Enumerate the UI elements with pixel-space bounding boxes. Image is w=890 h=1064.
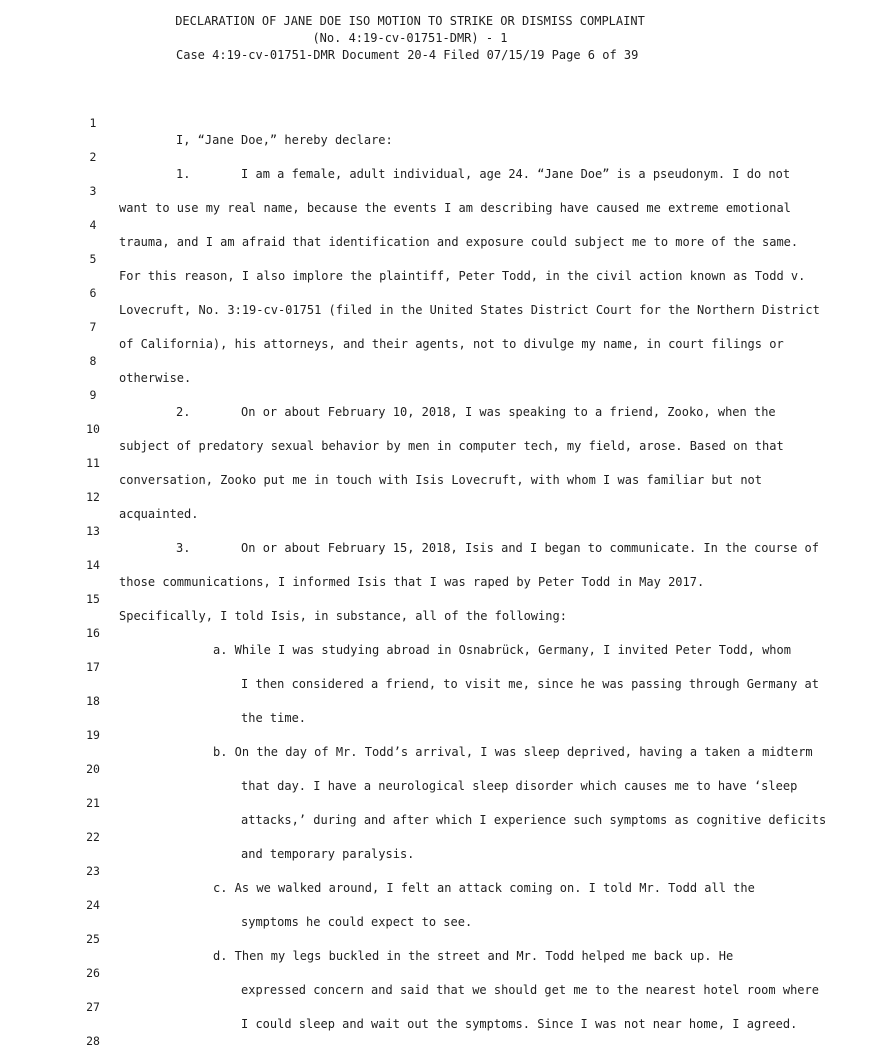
paragraph-3-line: those communications, I informed Isis that I was raped by Peter Todd in May 2017. <box>119 575 705 589</box>
line-number: 14 <box>86 558 100 572</box>
paragraph-2-line: acquainted. <box>119 507 199 521</box>
line-number: 1 <box>89 116 97 130</box>
line-number: 10 <box>86 422 100 436</box>
subparagraph-d-line: d. Then my legs buckled in the street and Mr. Todd helped me back up. He <box>213 949 734 963</box>
line-number: 21 <box>86 796 100 810</box>
line-number: 3 <box>89 184 97 198</box>
paragraph-1-line: For this reason, I also implore the plaintiff, Peter Todd, in the civil action known as Todd v. <box>119 269 806 283</box>
paragraph-1-line: trauma, and I am afraid that identification and exposure could subject me to more of the same. <box>119 235 799 249</box>
subparagraph-a-line: a. While I was studying abroad in Osnabrück, Germany, I invited Peter Todd, whom <box>213 643 791 657</box>
paragraph-1-line: want to use my real name, because the events I am describing have caused me extreme emotional <box>119 201 791 215</box>
case-filing-info: Case 4:19-cv-01751-DMR Document 20-4 Filed 07/15/19 Page 6 of 39 <box>176 48 639 62</box>
line-number: 22 <box>86 830 100 844</box>
paragraph-2-line: 2. On or about February 10, 2018, I was speaking to a friend, Zooko, when the <box>176 405 776 419</box>
line-number: 20 <box>86 762 100 776</box>
line-number: 4 <box>89 218 97 232</box>
subparagraph-b-line: that day. I have a neurological sleep disorder which causes me to have ‘sleep <box>241 779 798 793</box>
subparagraph-d-line: I could sleep and wait out the symptoms. Since I was not near home, I agreed. <box>241 1017 798 1031</box>
paragraph-2-line: conversation, Zooko put me in touch with Isis Lovecruft, with whom I was familiar but not <box>119 473 762 487</box>
subparagraph-b-line: and temporary paralysis. <box>241 847 415 861</box>
paragraph-2-line: subject of predatory sexual behavior by men in computer tech, my field, arose. Based on that <box>119 439 784 453</box>
line-number: 26 <box>86 966 100 980</box>
line-number: 15 <box>86 592 100 606</box>
declaration-intro: I, “Jane Doe,” hereby declare: <box>176 133 393 147</box>
paragraph-1-line: of California), his attorneys, and their agents, not to divulge my name, in court filings or <box>119 337 784 351</box>
line-number: 8 <box>89 354 97 368</box>
line-number: 9 <box>89 388 97 402</box>
subparagraph-c-line: c. As we walked around, I felt an attack coming on. I told Mr. Todd all the <box>213 881 755 895</box>
case-number: (No. 4:19-cv-01751-DMR) - 1 <box>312 31 508 45</box>
line-number: 11 <box>86 456 100 470</box>
line-number: 19 <box>86 728 100 742</box>
line-number: 16 <box>86 626 100 640</box>
line-number: 17 <box>86 660 100 674</box>
line-number: 25 <box>86 932 100 946</box>
subparagraph-d-line: expressed concern and said that we should get me to the nearest hotel room where <box>241 983 819 997</box>
paragraph-3-line: 3. On or about February 15, 2018, Isis and I began to communicate. In the course of <box>176 541 819 555</box>
paragraph-1-line: otherwise. <box>119 371 192 385</box>
subparagraph-a-line: I then considered a friend, to visit me, since he was passing through Germany at <box>241 677 819 691</box>
subparagraph-b-line: attacks,’ during and after which I experience such symptoms as cognitive deficits <box>241 813 827 827</box>
line-number: 7 <box>89 320 97 334</box>
line-number: 23 <box>86 864 100 878</box>
subparagraph-b-line: b. On the day of Mr. Todd’s arrival, I was sleep deprived, having a taken a midterm <box>213 745 813 759</box>
paragraph-1-line: Lovecruft, No. 3:19-cv-01751 (filed in the United States District Court for the Northern District <box>119 303 820 317</box>
line-number: 12 <box>86 490 100 504</box>
line-number: 27 <box>86 1000 100 1014</box>
paragraph-3-line: Specifically, I told Isis, in substance, all of the following: <box>119 609 567 623</box>
subparagraph-a-line: the time. <box>241 711 307 725</box>
paragraph-1-line: 1. I am a female, adult individual, age 24. “Jane Doe” is a pseudonym. I do not <box>176 167 791 181</box>
document-title: DECLARATION OF JANE DOE ISO MOTION TO STRIKE OR DISMISS COMPLAINT <box>175 14 645 28</box>
line-number: 28 <box>86 1034 100 1048</box>
line-number: 24 <box>86 898 100 912</box>
line-number: 18 <box>86 694 100 708</box>
line-number: 5 <box>89 252 97 266</box>
line-number: 13 <box>86 524 100 538</box>
subparagraph-c-line: symptoms he could expect to see. <box>241 915 473 929</box>
line-number: 2 <box>89 150 97 164</box>
line-number: 6 <box>89 286 97 300</box>
